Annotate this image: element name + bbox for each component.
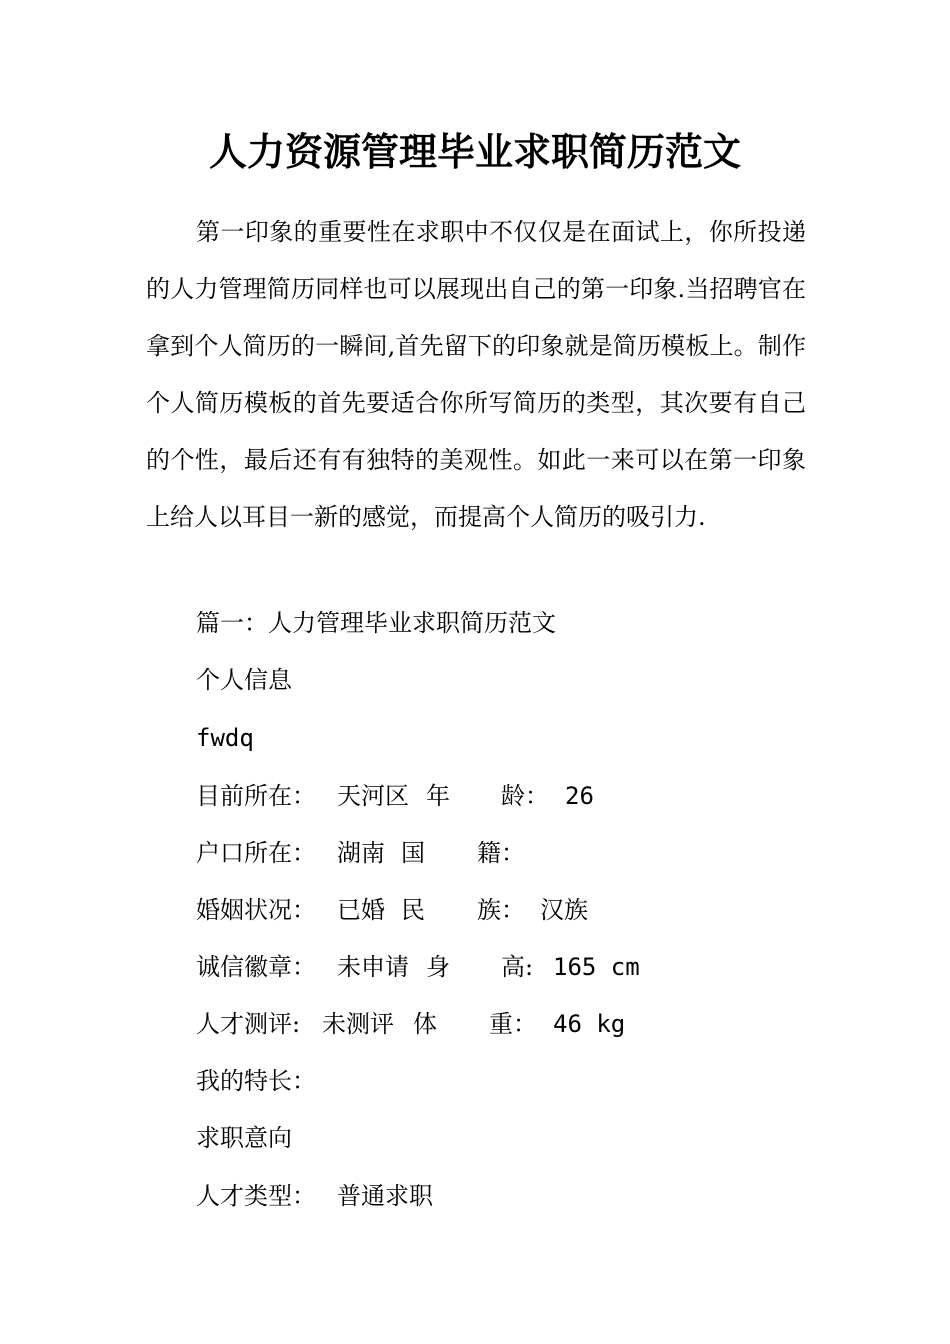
- info-label: 目前所在：: [196, 782, 316, 810]
- info-value: 未测评: [322, 1010, 394, 1038]
- info-label-2b: 重：: [489, 1010, 537, 1038]
- info-label-2a: 民: [401, 896, 425, 924]
- info-label-2a: 体: [413, 1010, 437, 1038]
- talent-type-label: 人才类型：: [196, 1182, 316, 1210]
- applicant-name: fwdq: [196, 724, 254, 752]
- info-label-2b: 高:: [501, 953, 534, 981]
- info-value-2: 46 kg: [553, 1010, 626, 1038]
- info-label-2a: 国: [401, 839, 425, 867]
- section-heading: 篇一：人力管理毕业求职简历范文: [196, 609, 556, 637]
- info-value-2: 165 cm: [553, 953, 640, 981]
- info-value: 天河区: [337, 782, 409, 810]
- job-intent-heading: 求职意向: [196, 1124, 292, 1152]
- personal-info-heading: 个人信息: [196, 666, 292, 694]
- document-title: 人力资源管理毕业求职简历范文: [208, 129, 741, 174]
- info-label: 诚信徽章：: [196, 953, 316, 981]
- specialty-label: 我的特长：: [196, 1067, 316, 1095]
- info-label-2a: 身: [426, 953, 450, 981]
- info-label: 人才测评:: [196, 1010, 301, 1038]
- intro-paragraph: 第一印象的重要性在求职中不仅仅是在面试上，你所投递的人力管理简历同样也可以展现出自己的第一印象.当招聘官在拿到个人简历的一瞬间,首先留下的印象就是简历模板上。制作个人简历模板的首先要适合你所写简历的类型，其次要有自己的个性，最后还有有独特的美观性。如此一来可以在第一印象上给人以耳目一新的感觉，而提高个人简历的吸引力.: [146, 218, 806, 531]
- info-label: 婚姻状况：: [196, 896, 316, 924]
- info-label-2b: 龄：: [501, 782, 549, 810]
- info-label-2b: 籍：: [477, 839, 525, 867]
- info-value-2: 26: [565, 782, 594, 810]
- info-label-2b: 族：: [477, 896, 525, 924]
- info-value: 湖南: [337, 839, 385, 867]
- info-value: 未申请: [337, 953, 409, 981]
- info-label: 户口所在：: [196, 839, 316, 867]
- info-label-2a: 年: [426, 782, 450, 810]
- info-value: 已婚: [337, 896, 385, 924]
- talent-type-value: 普通求职: [337, 1182, 433, 1210]
- info-value-2: 汉族: [540, 896, 588, 924]
